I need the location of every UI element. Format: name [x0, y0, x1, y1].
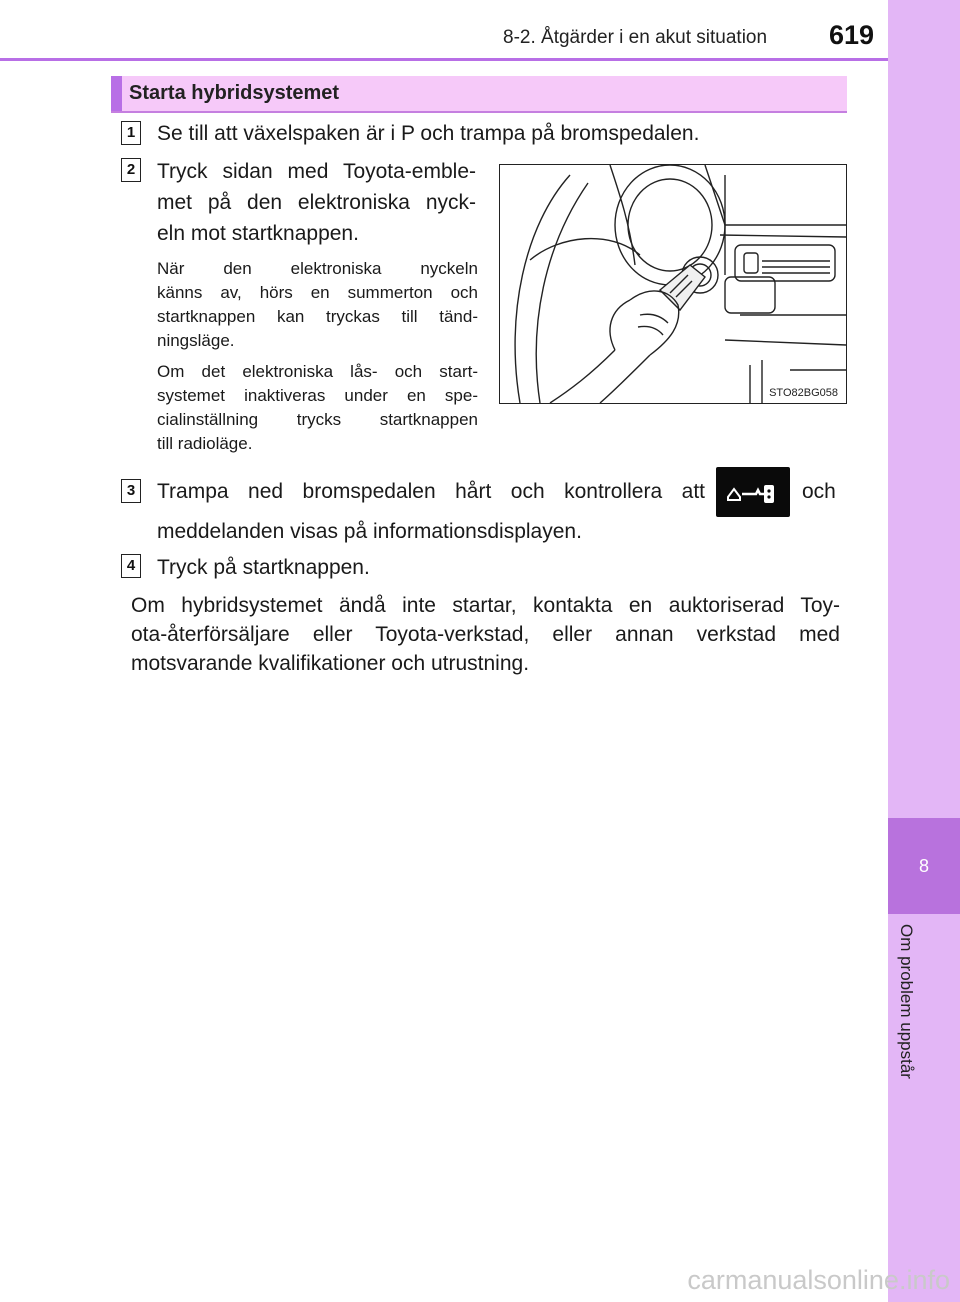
step-2-note-2-line-4: till radioläge. — [157, 434, 253, 453]
step-badge-4: 4 — [121, 554, 141, 578]
step-2-line-2: met på den elektroniska nyck- — [157, 191, 476, 214]
step-badge-2: 2 — [121, 158, 141, 182]
step-2-note-1-line-1: När den elektroniska nyckeln — [157, 259, 478, 278]
page-number: 619 — [829, 20, 875, 50]
dashboard-hand-key-drawing — [500, 165, 846, 403]
step-3-text-line-2: meddelanden visas på informationsdisplayen. — [157, 520, 582, 543]
key-indicator-glyph — [716, 467, 790, 517]
closing-line-2: ota-återförsäljare eller Toyota-verkstad, eller annan verkstad med — [131, 623, 840, 646]
section-title-bar — [111, 76, 847, 113]
closing-line-3: motsvarande kvalifikationer och utrustning. — [131, 652, 530, 675]
section-title-accent — [111, 76, 122, 111]
step-2-note-2-line-3: cialinställning trycks startknappen — [157, 410, 478, 429]
chapter-title: Om problem uppstår — [897, 924, 916, 1079]
step-2-note-1-line-4: ningsläge. — [157, 331, 235, 350]
step-2-note-2-line-1: Om det elektroniska lås- och start- — [157, 362, 478, 381]
start-button-illustration — [499, 164, 847, 404]
step-2-line-3: eln mot startknappen. — [157, 222, 359, 245]
step-2-note-1-line-2: känns av, hörs en summerton och — [157, 283, 478, 302]
step-badge-3: 3 — [121, 479, 141, 503]
step-2-note-2-line-2: systemet inaktiveras under en spe- — [157, 386, 478, 405]
chapter-number: 8 — [918, 856, 929, 876]
step-3-text-after-icon: och — [802, 480, 836, 503]
header-rule — [0, 58, 888, 61]
smart-key-indicator-icon — [716, 467, 790, 517]
closing-line-1: Om hybridsystemet ändå inte startar, kontakta en auktoriserad Toy- — [131, 594, 840, 617]
step-3-text-before-icon: Trampa ned bromspedalen hårt och kontrollera att — [157, 480, 705, 503]
illustration-code: STO82BG058 — [769, 387, 838, 399]
chapter-side-tab — [888, 0, 960, 1302]
step-2-line-1: Tryck sidan med Toyota-emble- — [157, 160, 476, 183]
section-title: Starta hybridsystemet — [129, 82, 340, 104]
step-2-note-1-line-3: startknappen kan tryckas till tänd- — [157, 307, 478, 326]
step-4-text: Tryck på startknappen. — [157, 556, 370, 579]
section-label: 8-2. Åtgärder i en akut situation — [503, 27, 768, 48]
step-1-text: Se till att växelspaken är i P och trampa på bromspedalen. — [157, 122, 700, 145]
step-badge-1: 1 — [121, 121, 141, 145]
watermark: carmanualsonline.info — [687, 1265, 950, 1295]
